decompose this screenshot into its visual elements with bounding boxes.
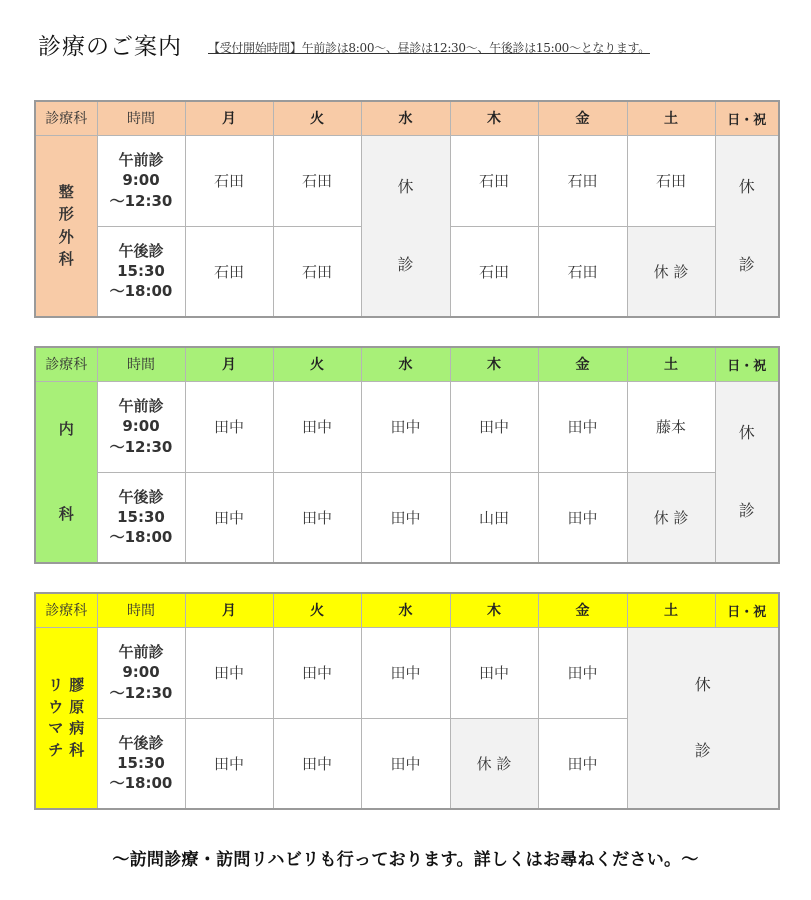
pm-start: 15:30 [117, 754, 165, 773]
dept-vertical-text [48, 675, 84, 762]
dept-char: 科 [69, 741, 85, 759]
pm-time-cell [97, 226, 185, 317]
am-fri: 田中 [538, 381, 627, 472]
am-sat: 石田 [627, 135, 715, 226]
schedule-table-orthopedics [34, 100, 780, 318]
header-thu: 木 [450, 101, 538, 135]
pm-start: 15:30 [117, 262, 165, 281]
closed-char: 診 [397, 254, 414, 274]
am-thu: 田中 [450, 627, 538, 718]
header-mon: 月 [185, 101, 273, 135]
header-row [35, 593, 779, 627]
pm-time-cell [97, 718, 185, 809]
am-start: 9:00 [122, 663, 160, 682]
header-tue: 火 [273, 593, 361, 627]
header-sun-holiday: 日・祝 [715, 347, 779, 381]
header-fri: 金 [538, 101, 627, 135]
closed-char: 休 [694, 674, 711, 694]
header-thu: 木 [450, 347, 538, 381]
pm-sat-closed: 休 診 [627, 226, 715, 317]
am-thu: 田中 [450, 381, 538, 472]
header-tue: 火 [273, 347, 361, 381]
am-wed: 田中 [361, 627, 450, 718]
pm-thu: 山田 [450, 472, 538, 563]
header-sat: 土 [627, 347, 715, 381]
am-label: 午前診 [118, 643, 164, 662]
am-row [35, 135, 779, 226]
am-end: ～12:30 [109, 683, 173, 702]
dept-char: リ [48, 675, 64, 694]
pm-fri: 田中 [538, 718, 627, 809]
dept-cell [35, 381, 97, 563]
dept-cell [35, 627, 97, 809]
header-sat: 土 [627, 101, 715, 135]
pm-label: 午後診 [118, 733, 164, 752]
pm-time-cell [97, 472, 185, 563]
closed-char: 診 [738, 500, 755, 520]
header-time: 時間 [97, 593, 185, 627]
sat-sun-closed [627, 627, 779, 809]
schedule-table-rheumatology [34, 592, 780, 810]
header-sun-holiday: 日・祝 [715, 593, 779, 627]
am-mon: 石田 [185, 135, 273, 226]
pm-mon: 田中 [185, 472, 273, 563]
pm-mon: 石田 [185, 226, 273, 317]
dept-char: マ [48, 719, 64, 738]
header-thu: 木 [450, 593, 538, 627]
am-time-cell [97, 627, 185, 718]
sun-closed [715, 135, 779, 317]
footer-note: ～訪問診療・訪問リハビリも行っております。詳しくはお尋ねください。～ [112, 850, 699, 870]
pm-fri: 田中 [538, 472, 627, 563]
am-tue: 田中 [273, 627, 361, 718]
header-mon: 月 [185, 593, 273, 627]
pm-end: ～18:00 [109, 528, 173, 547]
pm-tue: 田中 [273, 472, 361, 563]
closed-char: 休 [738, 176, 755, 196]
header-row [35, 347, 779, 381]
sun-closed [715, 381, 779, 563]
header-wed: 水 [361, 101, 450, 135]
am-fri: 田中 [538, 627, 627, 718]
pm-thu: 石田 [450, 226, 538, 317]
am-thu: 石田 [450, 135, 538, 226]
header-sat: 土 [627, 593, 715, 627]
pm-fri: 石田 [538, 226, 627, 317]
pm-tue: 田中 [273, 718, 361, 809]
pm-start: 15:30 [117, 508, 165, 527]
am-start: 9:00 [122, 417, 160, 436]
am-tue: 石田 [273, 135, 361, 226]
am-start: 9:00 [122, 171, 160, 190]
dept-char: 膠 [69, 675, 85, 694]
pm-end: ～18:00 [109, 774, 173, 793]
am-label: 午前診 [118, 151, 164, 170]
pm-wed: 田中 [361, 718, 450, 809]
page-header [38, 28, 798, 64]
dept-char: 外 [58, 227, 74, 246]
am-mon: 田中 [185, 381, 273, 472]
header-time: 時間 [97, 101, 185, 135]
dept-char: 病 [69, 719, 85, 738]
header-mon: 月 [185, 347, 273, 381]
am-time-cell [97, 135, 185, 226]
dept-char: 原 [69, 697, 85, 716]
am-label: 午前診 [118, 397, 164, 416]
dept-cell [35, 135, 97, 317]
reception-hours-note: 【受付開始時間】午前診は8:00～、昼診は12:30～、午後診は15:00～となります。 [208, 41, 650, 55]
pm-label: 午後診 [118, 487, 164, 506]
am-row [35, 627, 779, 718]
pm-end: ～18:00 [109, 282, 173, 301]
header-dept: 診療科 [35, 101, 97, 135]
closed-char: 休 [397, 176, 414, 196]
dept-char: 科 [58, 250, 74, 269]
am-fri: 石田 [538, 135, 627, 226]
header-row [35, 101, 779, 135]
header-wed: 水 [361, 347, 450, 381]
pm-mon: 田中 [185, 718, 273, 809]
header-dept: 診療科 [35, 347, 97, 381]
am-wed: 田中 [361, 381, 450, 472]
am-sat: 藤本 [627, 381, 715, 472]
pm-tue: 石田 [273, 226, 361, 317]
pm-sat-closed: 休 診 [627, 472, 715, 563]
header-time: 時間 [97, 347, 185, 381]
pm-label: 午後診 [118, 241, 164, 260]
header-fri: 金 [538, 593, 627, 627]
dept-char: チ [48, 741, 64, 759]
dept-column-sub [48, 675, 63, 762]
dept-char: 形 [58, 205, 74, 224]
header-dept: 診療科 [35, 593, 97, 627]
dept-char: 整 [58, 182, 74, 201]
am-tue: 田中 [273, 381, 361, 472]
dept-char: 内 [58, 420, 74, 439]
dept-column-main [69, 675, 84, 762]
header-fri: 金 [538, 347, 627, 381]
dept-char: 科 [58, 504, 74, 523]
am-row [35, 381, 779, 472]
dept-char: ウ [48, 697, 64, 716]
pm-wed: 田中 [361, 472, 450, 563]
am-mon: 田中 [185, 627, 273, 718]
wed-closed [361, 135, 450, 317]
header-sun-holiday: 日・祝 [715, 101, 779, 135]
header-tue: 火 [273, 101, 361, 135]
closed-char: 休 [738, 422, 755, 442]
pm-thu-closed: 休 診 [450, 718, 538, 809]
closed-char: 診 [738, 254, 755, 274]
am-end: ～12:30 [109, 437, 173, 456]
header-wed: 水 [361, 593, 450, 627]
closed-char: 診 [694, 740, 711, 760]
am-end: ～12:30 [109, 191, 173, 210]
page-title: 診療のご案内 [38, 34, 182, 60]
schedule-table-internal-medicine [34, 346, 780, 564]
pm-row [35, 472, 779, 563]
am-time-cell [97, 381, 185, 472]
